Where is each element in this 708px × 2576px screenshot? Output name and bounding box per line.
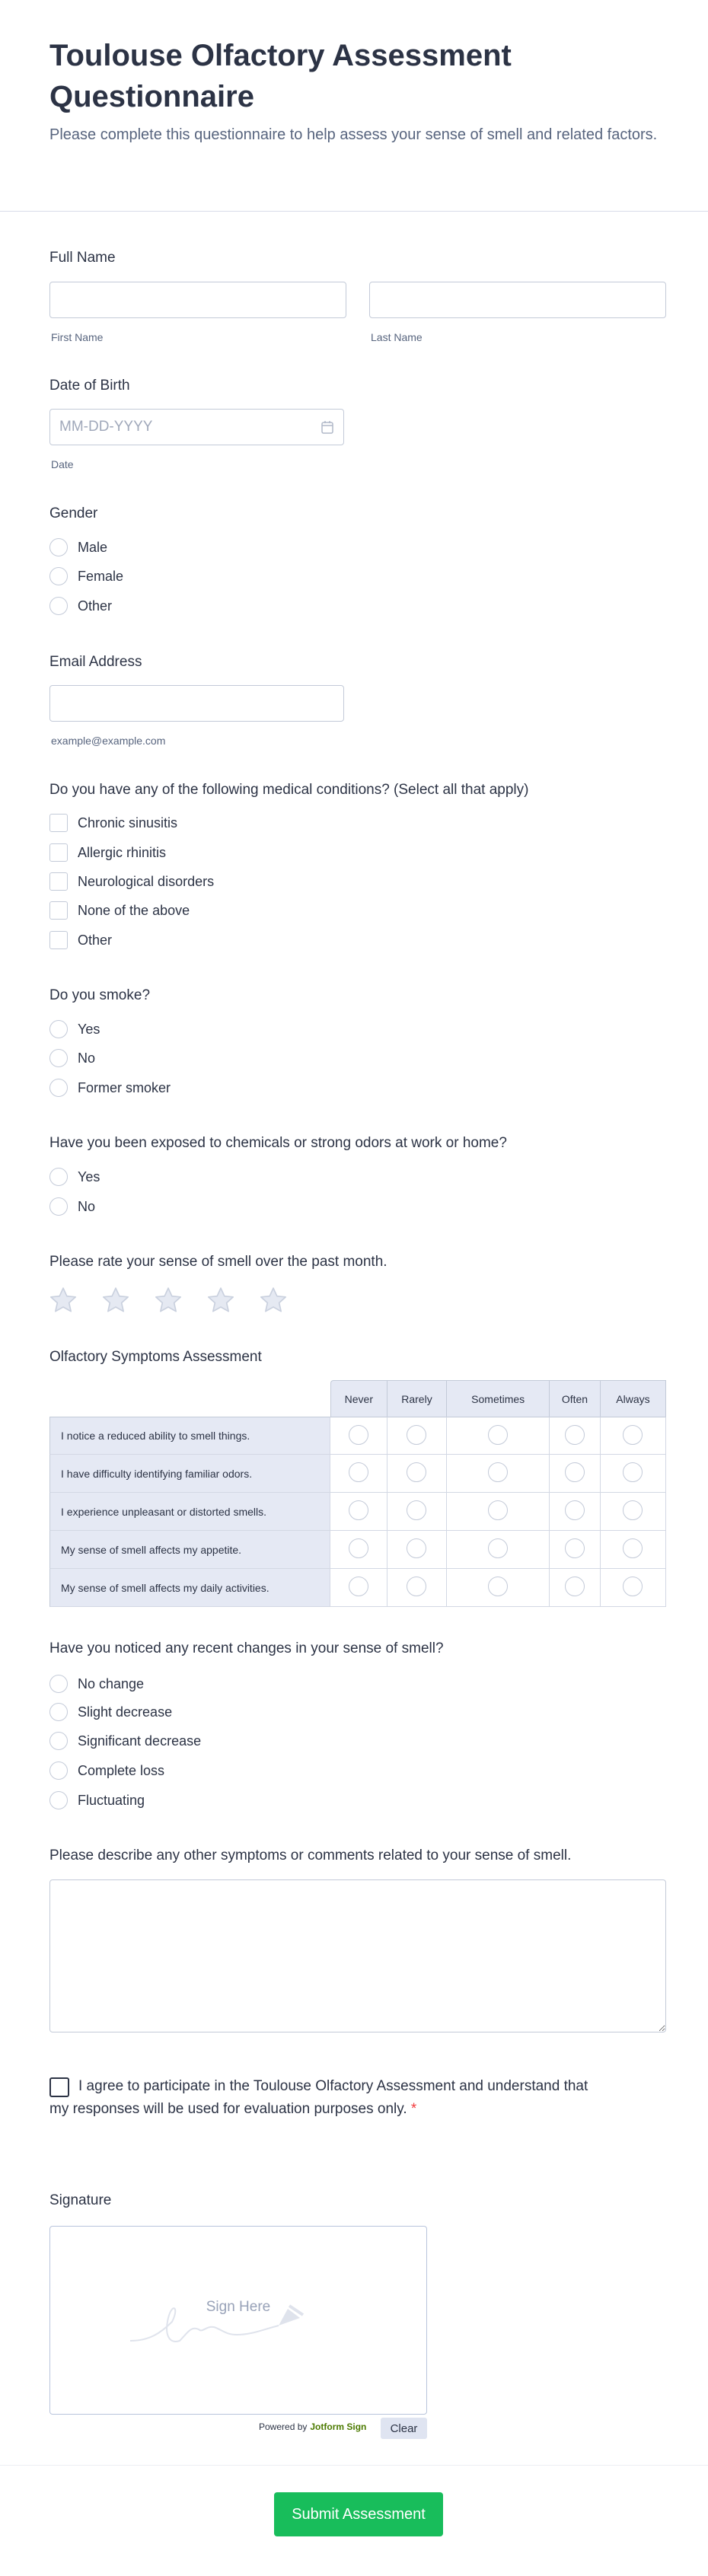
matrix-row xyxy=(49,1531,666,1569)
star-rating[interactable] xyxy=(48,1285,289,1315)
matrix-row xyxy=(49,1455,666,1493)
option-label: Allergic rhinitis xyxy=(78,844,167,860)
radio-button[interactable] xyxy=(407,1425,426,1445)
radio-button[interactable] xyxy=(49,1703,68,1721)
radio-button[interactable] xyxy=(407,1538,426,1558)
checkbox[interactable] xyxy=(49,931,68,949)
radio-button[interactable] xyxy=(407,1462,426,1482)
matrix-cell[interactable] xyxy=(447,1455,550,1493)
email-label: Email Address xyxy=(49,654,142,670)
option-label: No xyxy=(78,1198,96,1214)
option-label: No xyxy=(78,1050,96,1066)
star-icon[interactable] xyxy=(153,1285,183,1315)
smoke-option[interactable] xyxy=(49,1079,171,1097)
matrix-cell[interactable] xyxy=(550,1417,601,1455)
matrix-row xyxy=(49,1417,666,1455)
checkbox[interactable] xyxy=(49,901,68,920)
matrix-cell[interactable] xyxy=(387,1569,448,1607)
matrix-column-header: Often xyxy=(550,1380,601,1417)
option-label: Female xyxy=(78,568,124,584)
radio-button[interactable] xyxy=(565,1500,585,1520)
smoke-option[interactable] xyxy=(49,1020,100,1038)
radio-button[interactable] xyxy=(49,597,68,615)
option-label: Complete loss xyxy=(78,1762,165,1778)
option-label: Chronic sinusitis xyxy=(78,815,178,831)
radio-button[interactable] xyxy=(49,538,68,556)
matrix-cell[interactable] xyxy=(330,1417,387,1455)
option-label: Other xyxy=(78,932,113,948)
condition-option[interactable] xyxy=(49,814,177,832)
matrix-cell[interactable] xyxy=(330,1455,387,1493)
radio-button[interactable] xyxy=(49,567,68,585)
radio-button[interactable] xyxy=(488,1425,508,1445)
matrix-cell[interactable] xyxy=(550,1455,601,1493)
matrix-cell[interactable] xyxy=(447,1493,550,1531)
radio-button[interactable] xyxy=(349,1538,368,1558)
matrix-cell[interactable] xyxy=(387,1531,448,1569)
email-hint: example@example.com xyxy=(51,735,166,747)
exposure-option[interactable] xyxy=(49,1168,100,1186)
matrix-cell[interactable] xyxy=(447,1417,550,1455)
gender-option[interactable] xyxy=(49,538,107,556)
radio-button[interactable] xyxy=(49,1675,68,1693)
radio-button[interactable] xyxy=(623,1500,643,1520)
radio-button[interactable] xyxy=(488,1577,508,1596)
footer-divider xyxy=(0,2465,708,2466)
smoke-option[interactable] xyxy=(49,1049,95,1067)
radio-button[interactable] xyxy=(565,1577,585,1596)
checkbox[interactable] xyxy=(49,872,68,891)
matrix-cell[interactable] xyxy=(550,1493,601,1531)
condition-option[interactable] xyxy=(49,843,166,862)
star-icon[interactable] xyxy=(206,1285,236,1315)
calendar-icon[interactable] xyxy=(321,419,334,435)
option-label: Significant decrease xyxy=(78,1733,202,1749)
changes-option[interactable] xyxy=(49,1675,144,1693)
radio-button[interactable] xyxy=(49,1079,68,1097)
radio-button[interactable] xyxy=(623,1538,643,1558)
radio-button[interactable] xyxy=(623,1425,643,1445)
matrix-cell[interactable] xyxy=(550,1569,601,1607)
powered-by-text: Powered by xyxy=(259,2421,308,2432)
star-icon[interactable] xyxy=(100,1285,131,1315)
signature-pad[interactable] xyxy=(49,2226,427,2415)
radio-button[interactable] xyxy=(565,1538,585,1558)
radio-button[interactable] xyxy=(623,1577,643,1596)
consent-label: I agree to participate in the Toulouse Olfactory Assessment and understand that my responses will be used for evaluation purposes only. xyxy=(49,2078,588,2117)
first-name-input[interactable] xyxy=(49,282,346,318)
radio-button[interactable] xyxy=(565,1425,585,1445)
matrix-cell[interactable] xyxy=(447,1531,550,1569)
option-label: No change xyxy=(78,1675,145,1691)
option-label: Yes xyxy=(78,1021,100,1037)
checkbox[interactable] xyxy=(49,814,68,832)
matrix-column-header: Sometimes xyxy=(447,1380,550,1417)
option-label: Male xyxy=(78,539,108,555)
last-name-sublabel: Last Name xyxy=(371,331,423,343)
radio-button[interactable] xyxy=(49,1197,68,1216)
full-name-label: Full Name xyxy=(49,250,116,266)
star-icon[interactable] xyxy=(258,1285,289,1315)
radio-button[interactable] xyxy=(49,1168,68,1186)
radio-button[interactable] xyxy=(349,1462,368,1482)
matrix-row xyxy=(49,1493,666,1531)
last-name-input[interactable] xyxy=(369,282,666,318)
radio-button[interactable] xyxy=(565,1462,585,1482)
matrix-column-header: Rarely xyxy=(387,1380,448,1417)
star-icon[interactable] xyxy=(48,1285,78,1315)
conditions-label: Do you have any of the following medical conditions? (Select all that apply) xyxy=(49,782,529,798)
comments-label: Please describe any other symptoms or comments related to your sense of smell. xyxy=(49,1848,572,1863)
radio-button[interactable] xyxy=(349,1577,368,1596)
consent-text xyxy=(49,2075,598,2121)
matrix-row-label: I experience unpleasant or distorted smells. xyxy=(49,1493,330,1531)
changes-option[interactable] xyxy=(49,1732,201,1750)
comments-textarea[interactable] xyxy=(49,1879,666,2032)
dob-label: Date of Birth xyxy=(49,378,130,394)
dob-placeholder: MM-DD-YYYY xyxy=(59,419,153,435)
matrix-cell[interactable] xyxy=(601,1493,666,1531)
option-label: Fluctuating xyxy=(78,1792,145,1808)
signature-scribble-icon xyxy=(126,2287,309,2356)
matrix-cell[interactable] xyxy=(550,1531,601,1569)
matrix-row-label: My sense of smell affects my daily activities. xyxy=(49,1569,330,1607)
sign-here-placeholder: Sign Here xyxy=(206,2299,271,2315)
exposure-label: Have you been exposed to chemicals or strong odors at work or home? xyxy=(49,1135,507,1151)
radio-button[interactable] xyxy=(49,1049,68,1067)
matrix-row-label: My sense of smell affects my appetite. xyxy=(49,1531,330,1569)
form-subtitle: Please complete this questionnaire to help assess your sense of smell and related factors. xyxy=(49,126,658,143)
matrix-row-label: I notice a reduced ability to smell things. xyxy=(49,1417,330,1455)
rating-label: Please rate your sense of smell over the past month. xyxy=(49,1254,387,1270)
gender-label: Gender xyxy=(49,505,98,521)
matrix-cell[interactable] xyxy=(330,1531,387,1569)
matrix-cell[interactable] xyxy=(447,1569,550,1607)
exposure-option[interactable] xyxy=(49,1197,95,1216)
symptoms-matrix xyxy=(49,1380,666,1607)
condition-option[interactable] xyxy=(49,872,214,891)
changes-label: Have you noticed any recent changes in your sense of smell? xyxy=(49,1640,444,1656)
signature-label: Signature xyxy=(49,2192,112,2208)
changes-option[interactable] xyxy=(49,1791,145,1809)
radio-button[interactable] xyxy=(349,1500,368,1520)
dob-input[interactable] xyxy=(49,409,344,445)
radio-button[interactable] xyxy=(349,1425,368,1445)
email-input[interactable] xyxy=(49,685,344,722)
option-label: Yes xyxy=(78,1168,100,1184)
matrix-cell[interactable] xyxy=(387,1455,448,1493)
radio-button[interactable] xyxy=(488,1500,508,1520)
radio-button[interactable] xyxy=(49,1020,68,1038)
matrix-column-header: Never xyxy=(330,1380,387,1417)
radio-button[interactable] xyxy=(49,1791,68,1809)
radio-button[interactable] xyxy=(407,1577,426,1596)
matrix-cell[interactable] xyxy=(601,1417,666,1455)
condition-option[interactable] xyxy=(49,901,190,920)
jotform-sign-link[interactable]: Jotform Sign xyxy=(310,2421,367,2432)
option-label: Former smoker xyxy=(78,1079,171,1095)
matrix-corner xyxy=(49,1380,330,1417)
radio-button[interactable] xyxy=(49,1761,68,1780)
matrix-cell[interactable] xyxy=(330,1569,387,1607)
radio-button[interactable] xyxy=(49,1732,68,1750)
radio-button[interactable] xyxy=(488,1538,508,1558)
matrix-cell[interactable] xyxy=(330,1493,387,1531)
option-label: Slight decrease xyxy=(78,1704,173,1720)
matrix-row-label: I have difficulty identifying familiar odors. xyxy=(49,1455,330,1493)
matrix-cell[interactable] xyxy=(387,1417,448,1455)
gender-option[interactable] xyxy=(49,567,123,585)
option-label: Neurological disorders xyxy=(78,873,215,889)
matrix-column-header: Always xyxy=(601,1380,666,1417)
option-label: Other xyxy=(78,598,113,614)
gender-option[interactable] xyxy=(49,597,112,615)
powered-by xyxy=(259,2421,366,2432)
first-name-sublabel: First Name xyxy=(51,331,104,343)
dob-sublabel: Date xyxy=(51,458,74,470)
changes-option[interactable] xyxy=(49,1703,172,1721)
form-title: Toulouse Olfactory Assessment Questionnaire xyxy=(49,39,512,113)
header-divider xyxy=(0,211,708,212)
radio-button[interactable] xyxy=(623,1462,643,1482)
changes-option[interactable] xyxy=(49,1761,164,1780)
clear-signature-button[interactable]: Clear xyxy=(381,2418,427,2439)
required-asterisk: * xyxy=(410,2101,417,2117)
matrix-cell[interactable] xyxy=(601,1531,666,1569)
matrix-cell[interactable] xyxy=(601,1455,666,1493)
submit-button[interactable]: Submit Assessment xyxy=(274,2492,443,2536)
matrix-label: Olfactory Symptoms Assessment xyxy=(49,1349,262,1365)
radio-button[interactable] xyxy=(407,1500,426,1520)
checkbox[interactable] xyxy=(49,843,68,862)
matrix-cell[interactable] xyxy=(601,1569,666,1607)
smoke-label: Do you smoke? xyxy=(49,987,151,1003)
matrix-cell[interactable] xyxy=(387,1493,448,1531)
radio-button[interactable] xyxy=(488,1462,508,1482)
option-label: None of the above xyxy=(78,902,190,918)
condition-option[interactable] xyxy=(49,931,112,949)
matrix-row xyxy=(49,1569,666,1607)
